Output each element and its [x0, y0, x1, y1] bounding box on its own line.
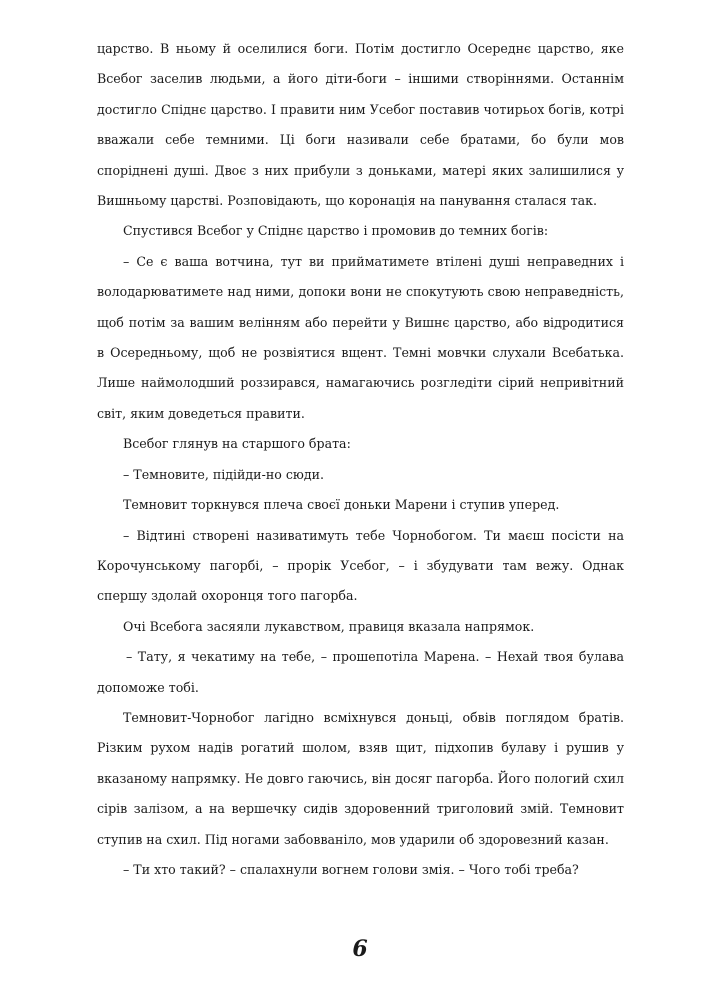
paragraph: Темновит-Чорнобог лагідно всміхнувся доньці, обвів поглядом братів. Різким рухом надів рогатий шолом, взяв щит, підхопив булаву і рушив у вказаному напрямку. Не довго гаючись, він досяг пагорба. Його пологий схил сірів залізом, а на вершечку сидів здоровенний триголовий змій. Темновит ступив на схил. Під ногами забовваніло, мов ударили об здоровезний казан. — [97, 709, 624, 847]
paragraph: Темновит торкнувся плеча своєї доньки Марени і ступив уперед. — [123, 497, 560, 513]
paragraph: – Відтині створені називатимуть тебе Чорнобогом. Ти маєш посісти на Корочунському пагорбі, – прорік Усебог, – і збудувати там вежу. Однак спершу здолай охоронця того пагорба. — [97, 527, 624, 604]
paragraph: Всебог глянув на старшого брата: — [123, 436, 351, 452]
page-number: 6 — [352, 936, 368, 962]
paragraph: Очі Всебога засяяли лукавством, правиця вказала напрямок. — [123, 618, 535, 634]
paragraph: – Се є ваша вотчина, тут ви прийматимете втілені душі неправедних і володарюватимете над ними, допоки вони не спокутують свою неправедність, щоб потім за вашим велінням або перейти у Вишнє царство, або відродитися в Осередньому, щоб не розвіятися вщент. Темні мовчки слухали Всебатька. Лише наймолодший роззирався, намагаючись розгледіти сірий непривітний світ, яким доведеться правити. — [97, 253, 624, 421]
paragraph: Спустився Всебог у Спіднє царство і промовив до темних богів: — [123, 223, 549, 239]
paragraph: – Темновите, підійди-но сюди. — [123, 466, 324, 482]
paragraph: царство. В ньому й оселилися боги. Потім достигло Осереднє царство, яке Всебог заселив людьми, а його діти-боги – іншими створіннями. Останнім достигло Спіднє царство. І правити ним Усебог поставив чотирьох богів, котрі вважали себе темними. Ці боги називали себе братами, бо були мов споріднені душі. Двоє з них прибули з доньками, матері яких залишилися у Вишньому царстві. Розповідають, що коронація на панування сталася так. — [97, 41, 624, 209]
paragraph: – Ти хто такий? – спалахнули вогнем голови змія. – Чого тобі треба? — [123, 861, 579, 877]
paragraph: – Тату, я чекатиму на тебе, – прошепотіла Марена. – Нехай твоя булава допоможе тобі. — [97, 649, 624, 695]
body-text — [97, 34, 624, 885]
